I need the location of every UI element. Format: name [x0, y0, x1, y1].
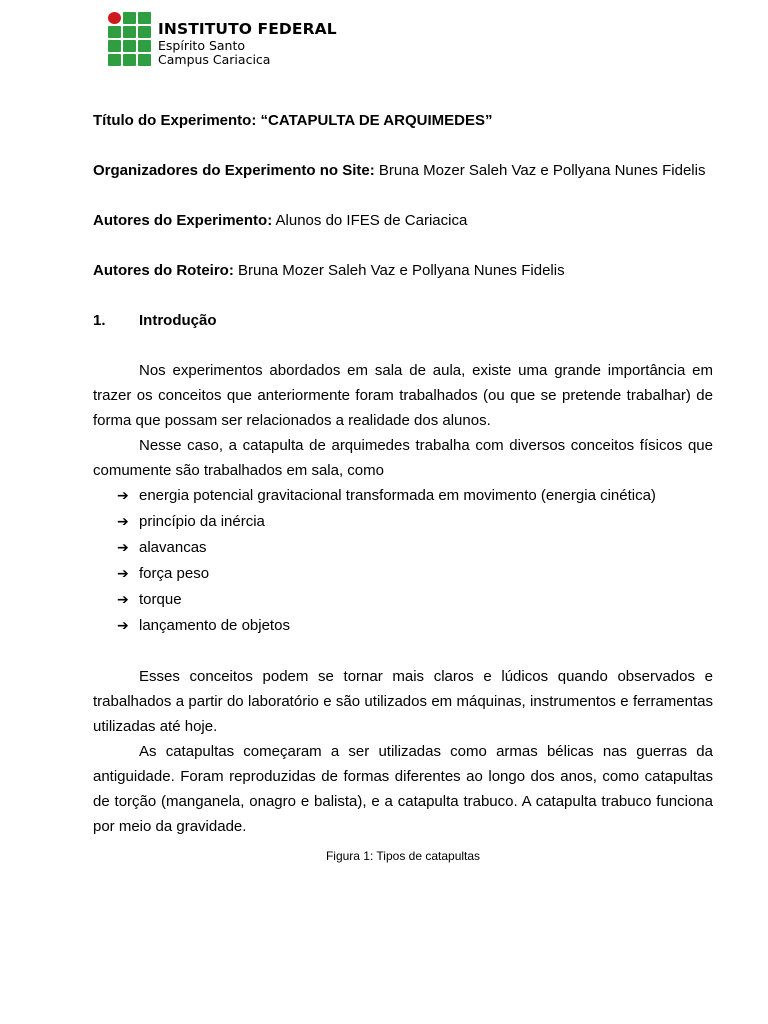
section-title: Introdução — [139, 312, 217, 329]
list-item — [117, 561, 713, 587]
institution-name: INSTITUTO FEDERAL — [158, 20, 337, 38]
section-number: 1. — [93, 312, 106, 329]
document-body — [93, 108, 713, 869]
list-item-text: torque — [139, 591, 182, 608]
list-item-text: energia potencial gravitacional transformada em movimento (energia cinética) — [139, 487, 656, 504]
institution-state: Espírito Santo — [158, 37, 246, 53]
arrow-bullet-icon: ➔ — [117, 592, 129, 608]
section-heading — [93, 308, 713, 333]
experiment-title-label: Título do Experimento: — [93, 112, 257, 129]
organizers-value: Bruna Mozer Saleh Vaz e Pollyana Nunes Fidelis — [378, 162, 706, 179]
list-item — [117, 535, 713, 561]
organizers-label: Organizadores do Experimento no Site: — [93, 162, 375, 179]
logo-text — [158, 22, 337, 67]
list-item — [117, 483, 713, 509]
intro-paragraph-4: As catapultas começaram a ser utilizadas como armas bélicas nas guerras da antiguidade. Foram reproduzidas de formas diferentes ao longo dos anos, como catapultas de torção (manganela, onagro e balista), e a catapulta trabuco. A catapulta trabuco funciona por meio da gravidade. — [93, 743, 713, 835]
list-item — [117, 509, 713, 535]
figure-caption: Figura 1: Tipos de catapultas — [325, 849, 481, 863]
institution-campus: Campus Cariacica — [158, 52, 271, 67]
arrow-bullet-icon: ➔ — [117, 566, 129, 582]
experiment-title — [93, 108, 713, 133]
organizers-line — [93, 158, 713, 183]
concepts-list — [93, 483, 713, 639]
logo-red-circle — [108, 12, 121, 24]
list-item-text: alavancas — [139, 539, 207, 556]
ifes-logo-mark — [108, 12, 151, 66]
list-item-text: força peso — [139, 565, 210, 582]
arrow-bullet-icon: ➔ — [117, 540, 129, 556]
list-item — [117, 613, 713, 639]
script-authors-label: Autores do Roteiro: — [93, 262, 234, 279]
experiment-title-value: “CATAPULTA DE ARQUIMEDES” — [260, 112, 493, 129]
intro-paragraph-3: Esses conceitos podem se tornar mais claros e lúdicos quando observados e trabalhados a partir do laboratório e são utilizados em máquinas, instrumentos e ferramentas utilizadas até hoje. — [93, 668, 713, 735]
arrow-bullet-icon: ➔ — [117, 514, 129, 530]
list-item-text: lançamento de objetos — [139, 617, 290, 634]
script-authors-line — [93, 258, 713, 283]
arrow-bullet-icon: ➔ — [117, 618, 129, 634]
intro-paragraph-1: Nos experimentos abordados em sala de aula, existe uma grande importância em trazer os conceitos que anteriormente foram trabalhados (ou que se pretende trabalhar) de forma que possam ser relacionados a realidade dos alunos. — [93, 362, 713, 429]
list-item — [117, 587, 713, 613]
list-item-text: princípio da inércia — [139, 513, 265, 530]
intro-paragraph-2: Nesse caso, a catapulta de arquimedes trabalha com diversos conceitos físicos que comumente são trabalhados em sala, como — [93, 437, 713, 479]
authors-label: Autores do Experimento: — [93, 212, 273, 229]
ifes-logo — [108, 12, 337, 67]
authors-value: Alunos do IFES de Cariacica — [275, 212, 468, 229]
arrow-bullet-icon: ➔ — [117, 488, 129, 504]
script-authors-value: Bruna Mozer Saleh Vaz e Pollyana Nunes Fidelis — [238, 262, 565, 279]
authors-line — [93, 208, 713, 233]
